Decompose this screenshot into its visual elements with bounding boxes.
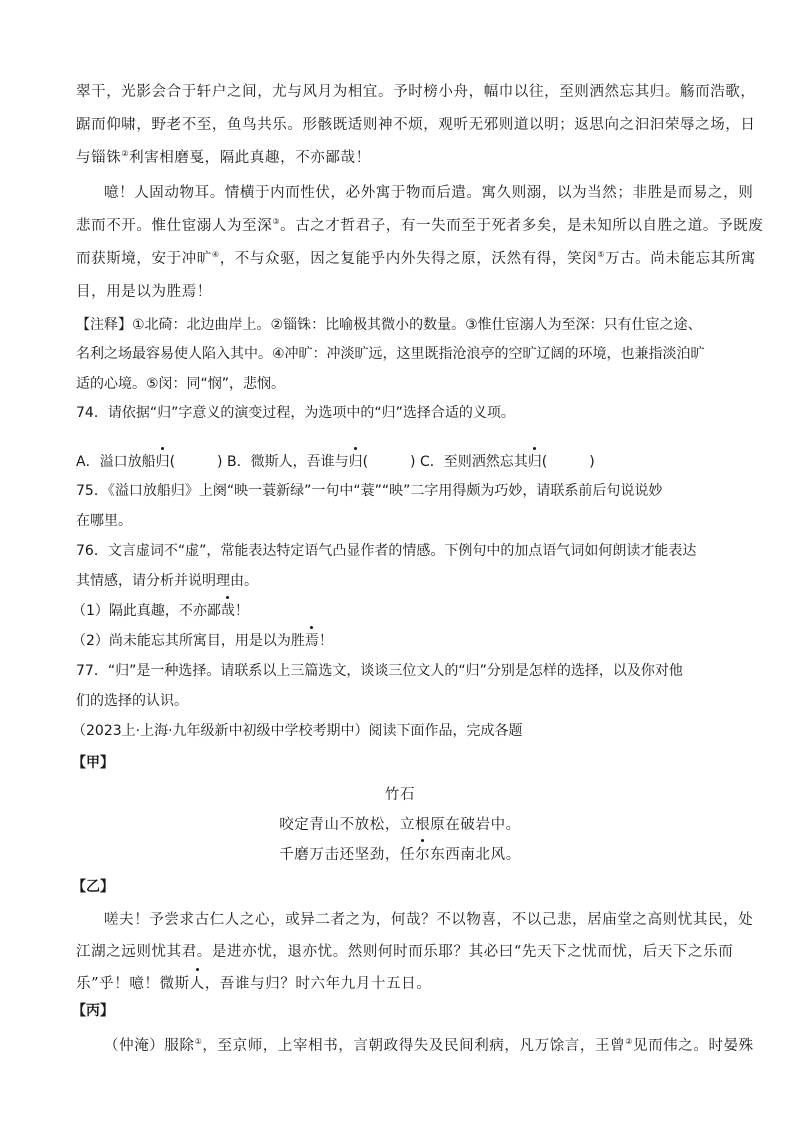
emphasis-dot-char: 归 <box>156 451 170 471</box>
question-77-line: 们的选择的认识。 <box>76 693 188 709</box>
emphasis-dot-char: 焉 <box>305 630 319 650</box>
passage-line: 踞而仰啸，野老不至，鱼鸟共乐。形骸既适则神不烦，观听无邪则道以明；返思向之汩汩荣辱之场，日 <box>76 117 756 133</box>
notes-line: 适的心境。⑤闵：同“悯”，悲悯。 <box>76 376 286 392</box>
question-75-line: 在哪里。 <box>76 513 132 529</box>
passage-line: 翠干，光影会合于轩户之间，尤与风月为相宜。予时榜小舟，幅巾以往，至则洒然忘其归。觞而浩歌， <box>76 84 756 100</box>
passage-line: 嗟夫！予尝求古仁人之心，或异二者之为，何哉？不以物喜，不以己悲，居庙堂之高则忧其民，处 <box>104 912 754 928</box>
emphasis-dot-char: 哉 <box>221 600 235 620</box>
section-label-bing: 【丙】 <box>72 1003 114 1019</box>
passage-line: 与锱铢②利害相磨戛，隔此真趣，不亦鄙哉！ <box>76 149 371 166</box>
footnote-marker: ③ <box>272 217 281 227</box>
passage-line: （仲淹）服除①，至京师，上宰相书，言朝政得失及民间利病，凡万馀言，王曾②见而伟之。时晏殊 <box>104 1037 754 1054</box>
emphasis-dot-char: 归 <box>349 451 363 471</box>
question-77-line: 77．“归”是一种选择。请联系以上三篇选文，谈谈三位文人的“归”分别是怎样的选择，以及你对他 <box>76 663 683 679</box>
passage-line: 乐”乎！噫！微斯人，吾谁与归？时六年九月十五日。 <box>76 972 431 993</box>
answer-blank[interactable]: ( ) <box>362 454 416 470</box>
question-74-stem: 74．请依据“归”字意义的演变过程，为选项中的“归”选择合适的义项。 <box>76 405 515 421</box>
question-76-sentence-2: （2）尚未能忘其所寓目，用是以为胜焉！ <box>72 630 333 650</box>
section-label-jia: 【甲】 <box>72 755 114 771</box>
passage-line: 噫！人固动物耳。情横于内而性伏，必外寓于物而后遣。寓久则溺，以为当然；非胜是而易之，则 <box>104 185 754 201</box>
passage-line: 而获斯境，安于冲旷④，不与众驱，因之复能乎内外失得之原，沃然有得，笑闵⑤万古。尚未能忘其所寓 <box>76 250 756 267</box>
footnote-marker: ④ <box>211 250 220 260</box>
footnote-marker: ② <box>121 149 130 159</box>
question-76-line: 其情感，请分析并说明理由。 <box>76 573 258 589</box>
poem-line: 千磨万击还坚劲，任尔东西南北风。 <box>0 843 800 864</box>
question-75-line: 75．《溢口放船归》上阕“映一蓑新绿”一句中“蓑”“映”二字用得颇为巧妙，请联系前后句说说妙 <box>76 483 663 499</box>
emphasis-dot-char: 归 <box>528 451 542 471</box>
passage-line: 目，用是以为胜焉！ <box>76 284 212 300</box>
footnote-marker: ① <box>194 1037 203 1047</box>
answer-blank[interactable]: ( ) <box>541 454 595 470</box>
question-76-line: 76．文言虚词不“虚”，常能表达特定语气凸显作者的情感。下例句中的加点语气词如何朗读才能表达 <box>76 543 697 559</box>
question-76-sentence-1: （1）隔此真趣，不亦鄙哉！ <box>72 600 249 620</box>
footnote-marker: ⑤ <box>597 250 605 260</box>
notes-line: 【注释】①北碕：北边曲岸上。②锱铢：比喻极其微小的数量。③惟仕宦溺人为至深：只有仕宦之途、 <box>76 317 702 333</box>
question-74-options: A．溢口放船归( ) B．微斯人，吾谁与归( ) C．至则洒然忘其归( ) <box>76 451 595 471</box>
poem-line: 咬定青山不放松，立根原在破岩中。 <box>279 817 521 833</box>
emphasis-dot-char: 人 <box>190 972 205 993</box>
poem-title: 竹石 <box>384 787 416 803</box>
section-label-yi: 【乙】 <box>72 879 114 895</box>
source-line: （2023上·上海·九年级新中初级中学校考期中）阅读下面作品，完成各题 <box>72 723 523 739</box>
passage-line: 悲而不开。惟仕宦溺人为至深③。古之才哲君子，有一失而至于死者多矣，是未知所以自胜之道。予既废 <box>76 217 764 234</box>
passage-line: 江湖之远则忧其君。是进亦忧，退亦忧。然则何时而乐耶？其必曰“先天下之忧而忧，后天下之乐而 <box>76 944 734 960</box>
notes-line: 名利之场最容易使人陷入其中。④冲旷：冲淡旷远，这里既指沧浪亭的空旷辽阔的环境，也兼指淡泊旷 <box>76 346 705 362</box>
footnote-marker: ② <box>625 1037 633 1047</box>
emphasis-dot-char: 尔 <box>415 843 430 864</box>
answer-blank[interactable]: ( ) <box>169 454 223 470</box>
